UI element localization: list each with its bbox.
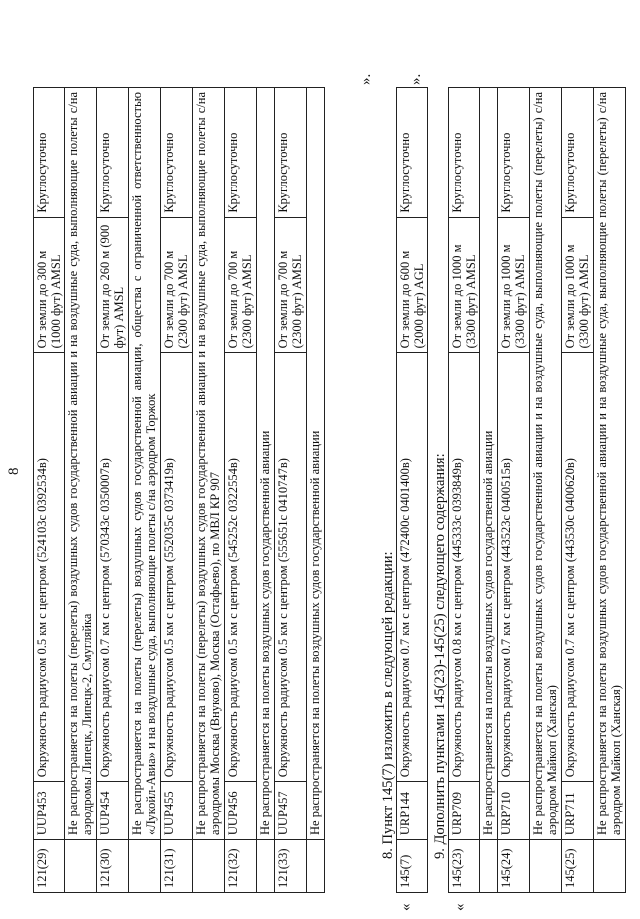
altitude: От земли до 700 м (2300 фут) AMSL: [161, 217, 192, 353]
closing-quote: ».: [358, 73, 374, 85]
note-text: Не распространяется на полеты (перелеты) воздушных судов государственной авиации, общества с ограниченной ответственностью «Лукойл-Авиа» и на воздушные суда, выполняющие полеты с/на аэродром Торжок: [130, 92, 158, 835]
table-row: [97, 87, 129, 893]
zone-code: URP709: [449, 781, 479, 839]
time: Круглосуточно: [450, 132, 464, 213]
zone-description: Окружность радиусом 0.5 км с центром (545252с 0322554в): [225, 352, 256, 781]
opening-quote: «: [398, 903, 414, 911]
time: Круглосуточно: [162, 132, 176, 213]
note-text: Не распространяется на полеты (перелеты) воздушных судов государственной авиации и на воздушные суда, выполняющие полеты с/на аэродромы Москва (Внуково), Москва (Остафьево), по МВЛ КР 907: [194, 92, 222, 835]
item-number: 145(24): [498, 839, 529, 892]
zone-description: Окружность радиусом 0.5 км с центром (524103с 0392534в): [34, 352, 64, 781]
note-text: Не распространяется на полеты воздушных судов государственной авиации: [481, 430, 495, 835]
zone-description: Окружность радиусом 0.7 км с центром (472400с 0401400в): [397, 352, 427, 781]
note-row: [257, 87, 275, 893]
note-text: Не распространяется на полеты воздушных судов государственной авиации и на воздушные суда, выполняющие полеты (перелеты) с/на аэродром Майкоп (Ханская): [595, 92, 623, 835]
section-heading-8: 8. Пункт 145(7) изложить в следующей редакции:: [380, 551, 396, 859]
empty-cell: [530, 839, 561, 892]
empty-cell: [480, 839, 497, 892]
note-row: [307, 87, 325, 893]
zone-code: URP711: [562, 781, 593, 839]
time: Круглосуточно: [276, 132, 290, 213]
time: Круглосуточно: [35, 132, 49, 213]
time: Круглосуточно: [398, 132, 412, 213]
note-row: [480, 87, 498, 893]
zone-code: UUP453: [34, 781, 64, 839]
zone-code: UUP456: [225, 781, 256, 839]
note-row: [193, 87, 225, 893]
zone-description: Окружность радиусом 0.8 км с центром (445333с 0393849в): [449, 352, 479, 781]
altitude: От земли до 1000 м (3300 фут) AMSL: [449, 217, 479, 353]
altitude: От земли до 1000 м (3300 фут) AMSL: [562, 217, 593, 353]
time: Круглосуточно: [499, 132, 513, 213]
item-number: 121(31): [161, 839, 192, 892]
table-row: [498, 87, 530, 893]
opening-quote: «: [452, 903, 468, 911]
table-row: [161, 87, 193, 893]
empty-cell: [193, 839, 224, 892]
note-text: Не распространяется на полеты воздушных судов государственной авиации и на воздушные суда, выполняющие полеты (перелеты) с/на аэродром Майкоп (Ханская): [531, 92, 559, 835]
altitude: От земли до 300 м (1000 фут) AMSL: [34, 217, 64, 353]
zone-code: URP144: [397, 781, 427, 839]
table-row: [448, 87, 480, 893]
time: Круглосуточно: [98, 132, 112, 213]
zone-description: Окружность радиусом 0.7 км с центром (570343с 0350007в): [97, 352, 128, 781]
note-row: [530, 87, 562, 893]
time: Круглосуточно: [563, 132, 577, 213]
note-text: Не распространяется на полеты (перелеты) воздушных судов государственной авиации и на воздушные суда, выполняющие полеты с/на аэродромы Липецк, Липецк-2, Смугляйка: [66, 92, 94, 835]
table-row: [275, 87, 307, 893]
closing-quote: ».: [408, 73, 424, 85]
zone-description: Окружность радиусом 0.5 км с центром (555651с 0410747в): [275, 352, 306, 781]
zone-code: URP710: [498, 781, 529, 839]
table-row: [562, 87, 594, 893]
altitude: От земли до 700 м (2300 фут) AMSL: [225, 217, 256, 353]
zone-description: Окружность радиусом 0.7 км с центром (443523с 0400515в): [498, 352, 529, 781]
empty-cell: [129, 839, 160, 892]
note-row: [65, 87, 97, 893]
page-number: 8: [6, 467, 22, 475]
note-text: Не распространяется на полеты воздушных судов государственной авиации: [308, 430, 322, 835]
altitude: От земли до 600 м (2000 фут) AGL: [397, 217, 427, 353]
item-number: 121(29): [34, 839, 64, 892]
table-block-2: [396, 87, 428, 893]
item-number: 145(23): [449, 839, 479, 892]
table-row: [33, 87, 65, 893]
item-number: 121(30): [97, 839, 128, 892]
note-row: [129, 87, 161, 893]
empty-cell: [594, 839, 625, 892]
table-row: [396, 87, 428, 893]
item-number: 145(25): [562, 839, 593, 892]
zone-description: Окружность радиусом 0.5 км с центром (552035с 0373419в): [161, 352, 192, 781]
empty-cell: [65, 839, 96, 892]
zone-code: UUP455: [161, 781, 192, 839]
table-block-1: [33, 87, 325, 893]
empty-cell: [257, 839, 274, 892]
note-row: [594, 87, 626, 893]
empty-cell: [307, 839, 324, 892]
note-text: Не распространяется на полеты воздушных судов государственной авиации: [258, 430, 272, 835]
table-row: [225, 87, 257, 893]
item-number: 121(32): [225, 839, 256, 892]
altitude: От земли до 260 м (900 фут) AMSL: [97, 217, 128, 353]
zone-description: Окружность радиусом 0.7 км с центром (443530с 0400620в): [562, 352, 593, 781]
altitude: От земли до 700 м (2300 фут) AMSL: [275, 217, 306, 353]
item-number: 145(7): [397, 839, 427, 892]
time: Круглосуточно: [226, 132, 240, 213]
zone-code: UUP454: [97, 781, 128, 839]
section-heading-9: 9. Дополнить пунктами 145(23)-145(25) следующего содержания:: [432, 453, 448, 859]
zone-code: UUP457: [275, 781, 306, 839]
altitude: От земли до 1000 м (3300 фут) AMSL: [498, 217, 529, 353]
table-block-3: [448, 87, 626, 893]
item-number: 121(33): [275, 839, 306, 892]
